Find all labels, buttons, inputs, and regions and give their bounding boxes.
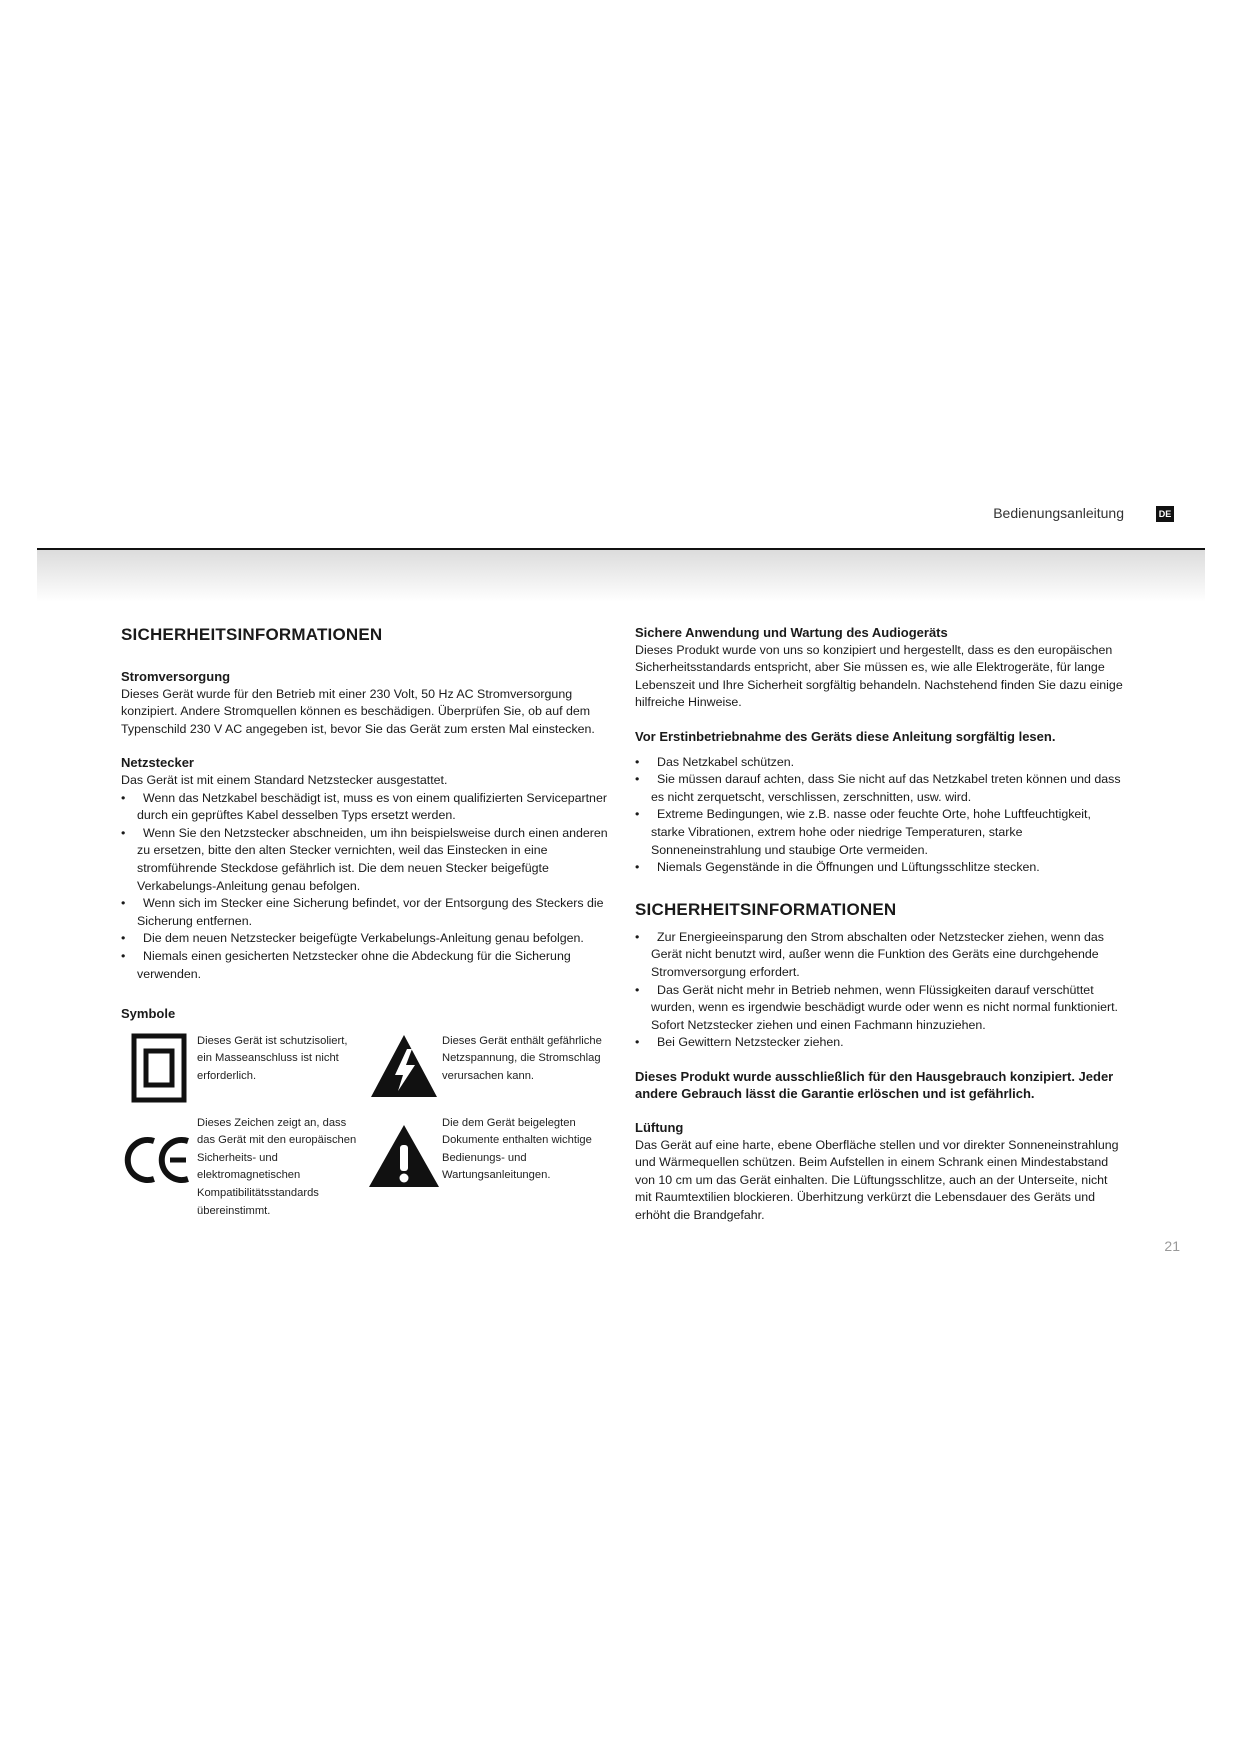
list-item: • Bei Gewittern Netzstecker ziehen.	[635, 1034, 1125, 1052]
list-item: • Wenn Sie den Netzstecker abschneiden, um ihn beispielsweise durch einen anderen zu ersetzen, bitte den alten Stecker vernichten, weil das Einstecken in eine stromführende Steckdose gefährlich ist. Die dem neuen Stecker beigefügte Verkabelungs-Anleitung genau befolgen.	[121, 825, 611, 895]
right-column	[635, 624, 1125, 1225]
list-item: • Die dem neuen Netzstecker beigefügte Verkabelungs-Anleitung genau befolgen.	[121, 930, 611, 948]
lightning-warning-icon	[366, 1033, 442, 1099]
hausgebrauch-notice: Dieses Produkt wurde ausschließlich für den Hausgebrauch konzipiert. Jeder andere Gebrauch lässt die Garantie erlöschen und ist gefährlich.	[635, 1068, 1114, 1102]
list-item: • Niemals einen gesicherten Netzstecker ohne die Abdeckung für die Sicherung verwenden.	[121, 948, 611, 983]
symbol-item	[366, 1033, 611, 1103]
sichere-anwendung-text: Dieses Produkt wurde von uns so konzipiert und hergestellt, dass es den europäischen Sicherheitsstandards entspricht, aber Sie müssen es, wie alle Elektrogeräte, für lange Lebenszeit und Ihre Sicherheit sorgfältig behandeln. Nachstehend finden Sie dazu einige hilfreiche Hinweise.	[635, 642, 1123, 710]
page-number: 21	[1164, 1238, 1180, 1254]
netzstecker-heading: Netzstecker	[121, 755, 194, 771]
lueftung-heading: Lüftung	[635, 1120, 684, 1136]
list-item: • Wenn sich im Stecker eine Sicherung befindet, vor der Entsorgung des Steckers die Sicherung entfernen.	[121, 895, 611, 930]
sichere-anwendung-heading: Sichere Anwendung und Wartung des Audiogeräts	[635, 625, 948, 640]
lueftung-text: Das Gerät auf eine harte, ebene Oberfläche stellen und vor direkter Sonneneinstrahlung und Wärmequellen schützen. Beim Aufstellen in einem Schrank einen Mindestabstand von 10 cm um das Gerät einhalten. Die Lüftungsschlitze, auch an der Unterseite, nicht mit Raumtextilien blockieren. Überhitzung verkürzt die Lebensdauer des Geräts und erhöht die Brandgefahr.	[635, 1137, 1119, 1223]
list-item: • Extreme Bedingungen, wie z.B. nasse oder feuchte Orte, hohe Luftfeuchtigkeit, starke Vibrationen, extrem hohe oder niedrige Temperaturen, starke Sonneneinstrahlung und staubige Orte vermeiden.	[635, 806, 1125, 859]
left-column	[121, 624, 611, 1220]
erstinbetriebnahme-heading: Vor Erstinbetriebnahme des Geräts diese Anleitung sorgfältig lesen.	[635, 728, 1056, 744]
symbol-item	[121, 1033, 366, 1103]
symbol-description: Dieses Zeichen zeigt an, dass das Gerät mit den europäischen Sicherheits- und elektromagnetischen Kompatibilitätsstandards übereinstimmt.	[197, 1116, 357, 1217]
symbols-grid	[121, 1033, 611, 1221]
header-title: Bedienungsanleitung	[993, 505, 1124, 521]
list-item: • Zur Energieeinsparung den Strom abschalten oder Netzstecker ziehen, wenn das Gerät nicht benutzt wird, außer wenn die Funktion des Geräts eine durchgehende Stromversorgung erfordert.	[635, 929, 1125, 982]
list-item: • Das Gerät nicht mehr in Betrieb nehmen, wenn Flüssigkeiten darauf verschüttet wurden, wenn es irgendwie beschädigt wurde oder wenn es nicht normal funktioniert. Sofort Netzstecker ziehen und einen Fachmann hinzuziehen.	[635, 982, 1125, 1035]
stromversorgung-heading: Stromversorgung	[121, 669, 231, 684]
language-badge: DE	[1156, 506, 1174, 522]
section-title-2: SICHERHEITSINFORMATIONEN	[635, 899, 897, 919]
symbole-heading: Symbole	[121, 1006, 176, 1022]
list-item: • Sie müssen darauf achten, dass Sie nicht auf das Netzkabel treten können und dass es nicht zerquetscht, verschlissen, zerschnitten, usw. wird.	[635, 771, 1125, 806]
stromversorgung-text: Dieses Gerät wurde für den Betrieb mit einer 230 Volt, 50 Hz AC Stromversorgung konzipiert. Andere Stromquellen können es beschädigen. Überprüfen Sie, ob auf dem Typenschild 230 V AC angegeben ist, bevor Sie das Gerät zum ersten Mal einstecken.	[121, 686, 595, 736]
symbol-description: Dieses Gerät ist schutzisoliert, ein Masseanschluss ist nicht erforderlich.	[197, 1034, 348, 1082]
double-insulation-icon	[121, 1033, 197, 1103]
list-item: • Das Netzkabel schützen.	[635, 754, 1125, 772]
exclamation-warning-icon	[366, 1115, 442, 1189]
netzstecker-list	[121, 790, 611, 984]
section-title: SICHERHEITSINFORMATIONEN	[121, 625, 383, 644]
symbol-description: Die dem Gerät beigelegten Dokumente enthalten wichtige Bedienungs- und Wartungsanleitungen.	[442, 1116, 592, 1182]
sicherheit-list	[635, 929, 1125, 1052]
symbol-description: Dieses Gerät enthält gefährliche Netzspannung, die Stromschlag verursachen kann.	[442, 1034, 602, 1082]
netzstecker-intro: Das Gerät ist mit einem Standard Netzstecker ausgestattet.	[121, 772, 448, 787]
erstinbetriebnahme-list	[635, 754, 1125, 877]
list-item: • Niemals Gegenstände in die Öffnungen und Lüftungsschlitze stecken.	[635, 859, 1125, 877]
header-shadow	[37, 550, 1205, 602]
list-item: • Wenn das Netzkabel beschädigt ist, muss es von einem qualifizierten Servicepartner durch ein geprüftes Kabel desselben Typs ersetzt werden.	[121, 790, 611, 825]
symbol-item	[121, 1115, 366, 1221]
ce-mark-icon	[121, 1115, 197, 1185]
symbol-item	[366, 1115, 611, 1221]
